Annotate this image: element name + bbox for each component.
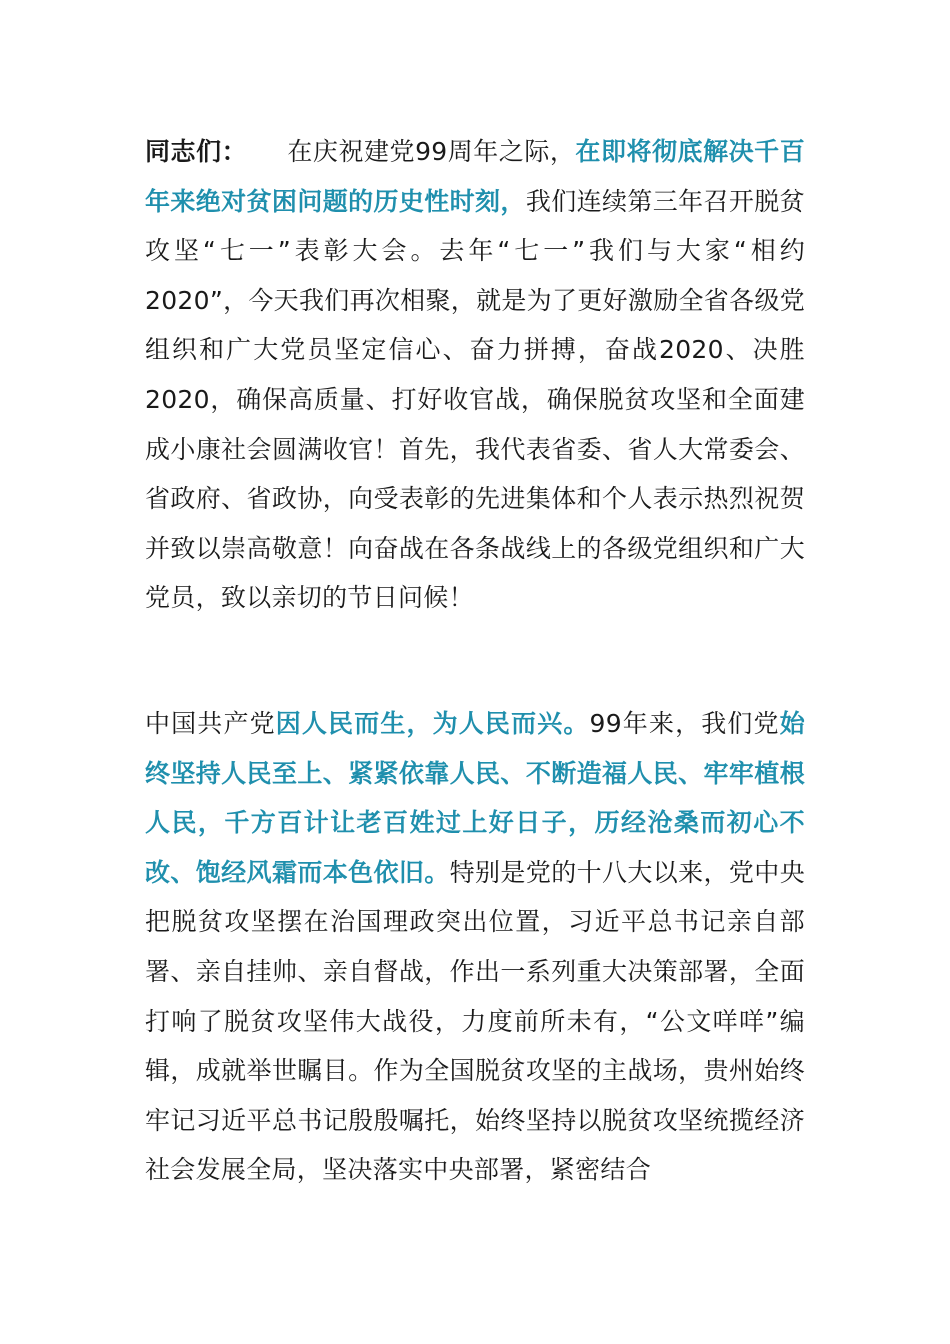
paragraph-text: 我们连续第三年召开脱贫攻坚“七一”表彰大会。去年“七一”我们与大家“相约2020”，今天我们再次相聚，就是为了更好激励全省各级党组织和广大党员坚定信心、奋力拼搏，奋战2020、决胜2020，确保高质量、打好收官战，确保脱贫攻坚和全面建成小康社会圆满收官！首先，我代表省委、省人大常委会、省政府、省政协，向受表彰的先进集体和个人表示热烈祝贺并致以崇高敬意！向奋战在各条战线上的各级党组织和广大党员，致以亲切的节日问候！ [145, 186, 805, 613]
paragraph-text: 在庆祝建党99周年之际， [287, 137, 576, 166]
paragraph-party-history [145, 699, 805, 1195]
highlighted-text: 因人民而生，为人民而兴。 [275, 709, 590, 738]
paragraph-text: 99年来，我们党 [589, 709, 780, 738]
highlighted-text: 始终坚持人民至上、紧紧依靠人民、不断造福人民、牢牢植根人民，千方百计让老百姓过上好日子，历经沧桑而初心不改、饱经风霜而本色依旧。 [145, 709, 805, 887]
paragraph-text: 特别是党的十八大以来，党中央把脱贫攻坚摆在治国理政突出位置，习近平总书记亲自部署、亲自挂帅、亲自督战，作出一系列重大决策部署，全面打响了脱贫攻坚伟大战役，力度前所未有，“公文咩咩”编辑，成就举世瞩目。作为全国脱贫攻坚的主战场，贵州始终牢记习近平总书记殷殷嘱托，始终坚持以脱贫攻坚统揽经济社会发展全局，坚决落实中央部署，紧密结合 [145, 857, 805, 1185]
paragraph-text: 中国共产党 [145, 709, 276, 738]
highlighted-text: 在即将彻底解决千百年来绝对贫困问题的历史性时刻， [145, 137, 805, 216]
paragraph-opening [145, 127, 805, 623]
salutation: 同志们： [145, 137, 248, 166]
